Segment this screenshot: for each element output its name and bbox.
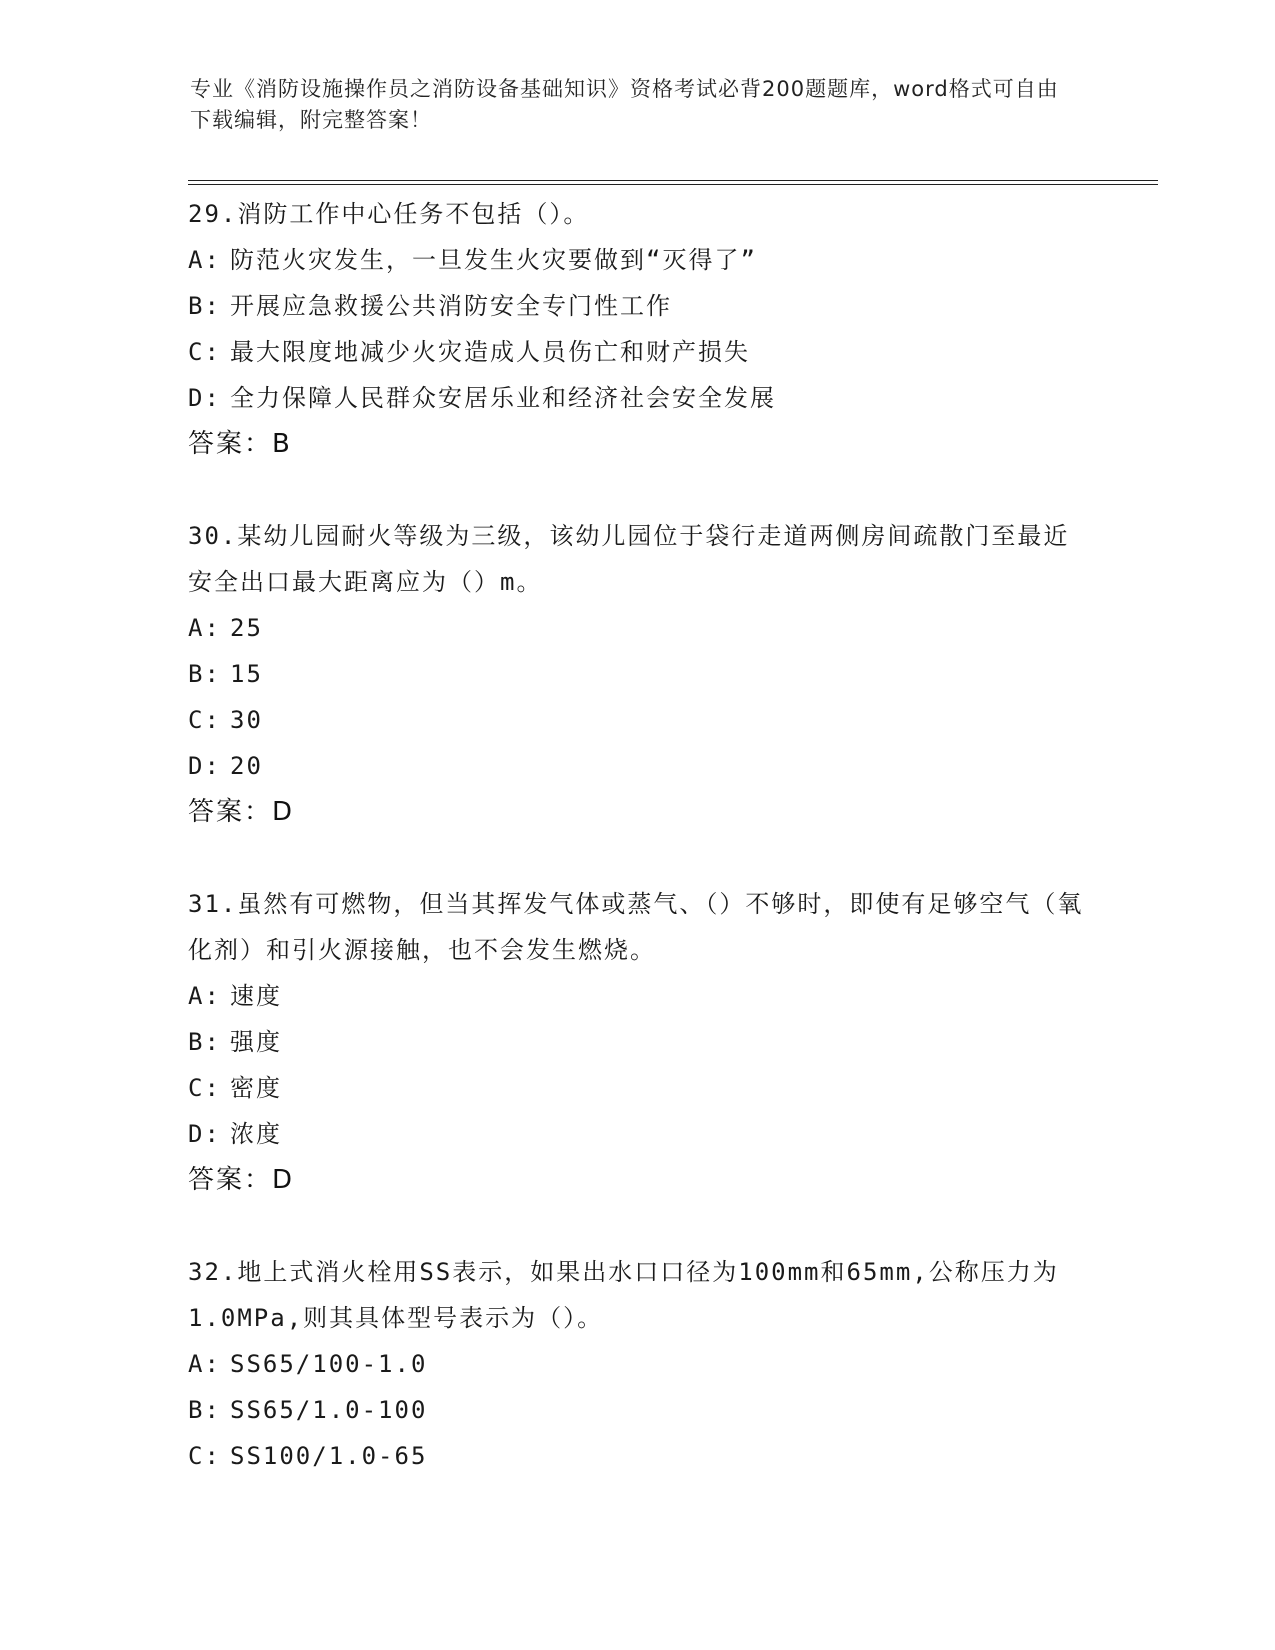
option-text: SS65/1.0-100 bbox=[230, 1396, 428, 1424]
option-d bbox=[188, 375, 1088, 421]
option-letter: A: bbox=[188, 1350, 221, 1378]
option-b bbox=[188, 651, 1088, 697]
question-text: 29.消防工作中心任务不包括（）。 bbox=[188, 200, 590, 228]
option-letter: C: bbox=[188, 338, 221, 366]
option-letter: B: bbox=[188, 292, 221, 320]
option-b bbox=[188, 1387, 1088, 1433]
question-31 bbox=[188, 881, 1088, 1203]
option-b bbox=[188, 1019, 1088, 1065]
option-letter: B: bbox=[188, 1028, 221, 1056]
question-32 bbox=[188, 1249, 1088, 1479]
option-c bbox=[188, 1433, 1088, 1479]
option-text: 30 bbox=[230, 706, 263, 734]
option-letter: D: bbox=[188, 1120, 221, 1148]
answer-line: 答案：D bbox=[188, 1165, 295, 1195]
option-text: 20 bbox=[230, 752, 263, 780]
option-letter: B: bbox=[188, 1396, 221, 1424]
option-text: 开展应急救援公共消防安全专门性工作 bbox=[230, 292, 672, 320]
question-text: 30.某幼儿园耐火等级为三级，该幼儿园位于袋行走道两侧房间疏散门至最近安全出口最大距离应为（）m。 bbox=[188, 522, 1070, 596]
header-rule-bottom bbox=[188, 184, 1158, 185]
option-text: 15 bbox=[230, 660, 263, 688]
option-a bbox=[188, 1341, 1088, 1387]
option-a bbox=[188, 605, 1088, 651]
document-intro: 专业《消防设施操作员之消防设备基础知识》资格考试必背200题题库，word格式可自由下载编辑，附完整答案！ bbox=[190, 77, 1059, 132]
option-letter: D: bbox=[188, 384, 221, 412]
option-a bbox=[188, 973, 1088, 1019]
option-text: 最大限度地减少火灾造成人员伤亡和财产损失 bbox=[230, 338, 750, 366]
option-text: 25 bbox=[230, 614, 263, 642]
option-text: 防范火灾发生，一旦发生火灾要做到“灭得了” bbox=[230, 246, 757, 274]
option-c bbox=[188, 1065, 1088, 1111]
option-text: 密度 bbox=[230, 1074, 282, 1102]
option-letter: B: bbox=[188, 660, 221, 688]
option-letter: C: bbox=[188, 706, 221, 734]
option-c bbox=[188, 329, 1088, 375]
option-d bbox=[188, 1111, 1088, 1157]
option-text: SS65/100-1.0 bbox=[230, 1350, 428, 1378]
option-text: 速度 bbox=[230, 982, 282, 1010]
answer-line: 答案：B bbox=[188, 429, 292, 459]
question-29 bbox=[188, 191, 1088, 467]
question-30 bbox=[188, 513, 1088, 835]
option-letter: D: bbox=[188, 752, 221, 780]
option-letter: A: bbox=[188, 614, 221, 642]
option-letter: A: bbox=[188, 982, 221, 1010]
option-b bbox=[188, 283, 1088, 329]
option-text: 全力保障人民群众安居乐业和经济社会安全发展 bbox=[230, 384, 776, 412]
option-a bbox=[188, 237, 1088, 283]
option-d bbox=[188, 743, 1088, 789]
option-letter: C: bbox=[188, 1074, 221, 1102]
question-text: 31.虽然有可燃物，但当其挥发气体或蒸气、（）不够时，即使有足够空气（氧化剂）和引火源接触，也不会发生燃烧。 bbox=[188, 890, 1084, 964]
answer-line: 答案：D bbox=[188, 797, 295, 827]
question-list bbox=[188, 191, 1088, 1525]
option-text: 浓度 bbox=[230, 1120, 282, 1148]
option-letter: C: bbox=[188, 1442, 221, 1470]
question-text: 32.地上式消火栓用SS表示，如果出水口口径为100mm和65mm,公称压力为1.0MPa,则其具体型号表示为（）。 bbox=[188, 1258, 1059, 1332]
option-text: 强度 bbox=[230, 1028, 282, 1056]
option-letter: A: bbox=[188, 246, 221, 274]
option-c bbox=[188, 697, 1088, 743]
header-rule-top bbox=[188, 180, 1158, 181]
option-text: SS100/1.0-65 bbox=[230, 1442, 428, 1470]
